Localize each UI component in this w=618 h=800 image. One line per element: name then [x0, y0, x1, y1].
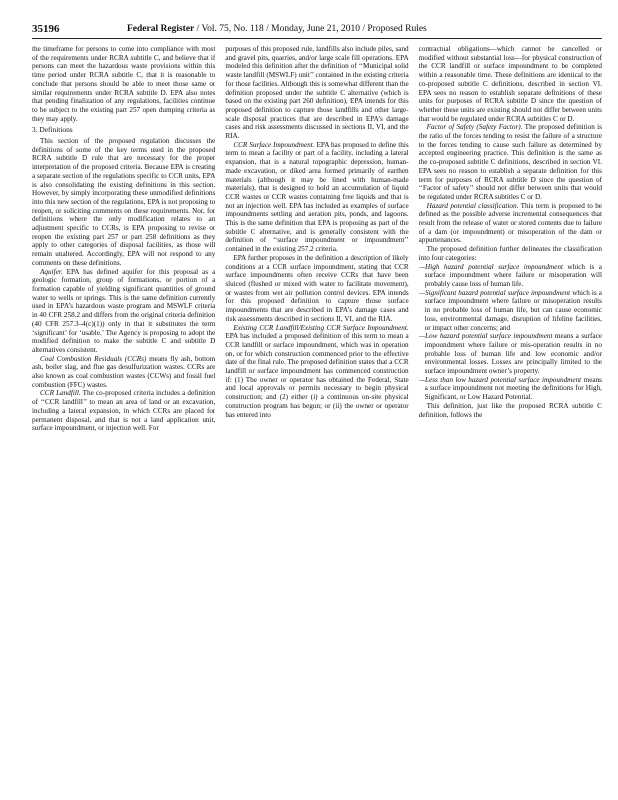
paragraph	[225, 254, 408, 324]
paragraph	[32, 45, 215, 123]
paragraph	[32, 268, 215, 355]
paragraph	[225, 324, 408, 420]
list-item	[419, 289, 602, 333]
defined-term: CCR Surface Impoundment.	[233, 140, 315, 149]
issue-info: / Vol. 75, No. 118 / Monday, June 21, 2010 / Proposed Rules	[196, 24, 427, 34]
column-3	[419, 45, 602, 797]
defined-term: —Low hazard potential surface impoundment	[418, 332, 553, 341]
paragraph-text: This term is proposed to be defined as the possible adverse incremental consequences that result from the release of water or stored contents due to failure of a dam (or impoundment) or misoperation of the dam or appurtenances.	[418, 201, 602, 245]
section-heading: 3. Definitions	[32, 125, 73, 135]
paragraph-text: This definition, just like the proposed RCRA subtitle C definition, follows the	[418, 401, 602, 419]
defined-term: Aquifer.	[40, 267, 63, 276]
paragraph-text: The co-proposed criteria includes a definition of ‘‘CCR landfill’’ to mean an area of land or an excavation, including a lateral expansion, in which CCRs are placed for permanent disposal, and that is not a land application unit, surface impoundment, or injection well. For	[32, 389, 216, 433]
text-columns	[32, 45, 602, 797]
paragraph-text: which is a surface impoundment where failure or misoperation results in no probable loss of human life, but can cause economic loss, environmental damage, disruption of lifeline facilities, or impact other concerns; and	[424, 288, 602, 332]
defined-term: Existing CCR Landfill/Existing CCR Surface Impoundment.	[233, 323, 409, 332]
paragraph	[419, 45, 602, 123]
paragraph-text: EPA has defined aquifer for this proposal as a geologic formation, group of formations, or portion of a formation capable of yielding significant quantities of ground water to wells or springs. This is the same definition currently used in EPA’s hazardous waste program and MSWLF criteria in 40 CFR 258.2 and differs from the original criteria definition (40 CFR 257.3–4(c)(1)) only in that it substitutes the term ‘significant’ for ‘usable.’ The Agency is proposing to adopt the modified definition to make the subtitle C and subtitle D alternatives consistent.	[32, 267, 216, 354]
paragraph	[419, 245, 602, 262]
paragraph	[225, 141, 408, 254]
paragraph-text: contractual obligations—which cannot be cancelled or modified without substantial loss—for physical construction of the CCR landfill or surface impoundment to be completed within a reasonable time. These definitions are identical to the co-proposed subtitle C definitions, described in section VI. EPA sees no reason to establish separate definitions of these units for purposes of RCRA subtitle D since the question of whether these units are existing should not differ between units that would be regulated under RCRA subtitles C or D.	[418, 45, 602, 123]
column-1	[32, 45, 215, 797]
list-item	[419, 376, 602, 402]
defined-term: CCR Landfill.	[40, 389, 81, 398]
paragraph-text: The proposed definition is the ratio of the forces tending to resist the failure of a structure to the forces tending to cause such failure as determined by accepted engineering practice. This definition is the same as the co-proposed subtitle C definitions, described in section VI. EPA sees no reason to establish a separate definition for this term for purposes of RCRA subtitle D since the question of ‘‘Factor of safety’’ should not differ between units that would be regulated under RCRA subtitles C or D.	[418, 123, 602, 201]
paragraph	[419, 402, 602, 419]
column-2	[225, 45, 408, 797]
paragraph	[32, 355, 215, 390]
paragraph	[32, 389, 215, 433]
publication-name: Federal Register	[127, 24, 195, 34]
defined-term: —Less than low hazard potential surface impoundment	[418, 375, 582, 384]
defined-term: Coal Combustion Residuals (CCRs)	[40, 354, 147, 363]
paragraph-text: EPA has proposed to define this term to mean a facility or part of a facility, including a lateral expansion, that is a natural topographic depression, human-made excavation, or diked area formed primarily of earthen materials (although it may be lined with human-made materials), that is designed to hold an accumulation of liquid CCR wastes or CCR wastes containing free liquids and that is not an injection well. EPA has included as examples of surface impoundments settling and aeration pits, ponds, and lagoons. This is the same definition that EPA is proposing as part of the subtitle C alternative, and is generally consistent with the definition of ‘‘surface impoundment or impoundment’’ contained in the existing 257.2 criteria.	[225, 140, 409, 254]
paragraph-text: This section of the proposed regulation discusses the definitions of some of the key terms used in the proposed RCRA subtitle D rule that are necessary for the proper interpretation of the proposed criteria. Because EPA is creating a separate section of the regulations specific to CCR units, EPA is also consolidating the existing definitions in this section. However, by simply incorporating these unmodified definitions into this new section of the regulations, EPA is not proposing to reopen, or soliciting comments on these requirements. Nor, for definitions where the only modification relates to an adjustment specific to CCRs, is EPA proposing to revise or reopen the existing part 257 or part 258 definitions as they apply to other categories of disposal facilities, as those will remain unaltered. Accordingly, EPA will not respond to any comments on these definitions.	[32, 137, 216, 267]
paragraph-text: the timeframe for persons to come into compliance with most of the requirements under RCRA subtitle C, and believe that if persons can meet the hazardous waste provisions within this time period under RCRA subtitle C, that it is reasonable to conclude that persons should be able to meet those same or similar requirements under RCRA subtitle D. EPA also notes that pending finalization of any regulations, facilities continue to be subject to the existing part 257 open dumping criteria as they may apply.	[32, 45, 216, 123]
paragraph-text: EPA further proposes in the definition a description of likely conditions at a CCR surface impoundment, stating that CCR surface impoundments often receive CCRs that have been sluiced (flushed or mixed with water to facilitate movement), or wastes from wet air pollution control devices. EPA intends for this proposed definition to capture those surface impoundments that are described in EPA’s damage cases and risk assessments described in sections II, VI, and the RIA.	[225, 253, 409, 323]
running-head	[127, 24, 602, 34]
paragraph	[32, 137, 215, 268]
paragraph-text: means fly ash, bottom ash, boiler slag, and flue gas desulfurization wastes. CCRs are also known as coal combustion wastes (CCWs) and fossil fuel combustion (FFC) wastes.	[32, 354, 216, 389]
paragraph	[419, 123, 602, 201]
defined-term: —High hazard potential surface impoundment	[418, 262, 563, 271]
list-item	[419, 263, 602, 289]
paragraph	[419, 202, 602, 246]
paragraph-text: The proposed definition further delineates the classification into four categories:	[418, 245, 602, 262]
page-number: 35196	[32, 23, 60, 35]
page-header	[32, 22, 602, 39]
paragraph-text: means a surface impoundment where failure or mis-operation results in no probable loss of human life and low economic and/or environmental losses. Losses are principally limited to the surface impoundment owner’s property.	[424, 332, 602, 376]
defined-term: Factor of Safety (Safety Factor).	[426, 123, 523, 132]
defined-term: Hazard potential classification.	[426, 201, 519, 210]
paragraph-text: means a surface impoundment not meeting the definitions for High, Significant, or Low Hazard Potential.	[424, 375, 602, 402]
paragraph-text: purposes of this proposed rule, landfills also include piles, sand and gravel pits, quarries, and/or large scale fill operations. EPA modeled this definition after the definition of ‘‘Municipal solid waste landfill (MSWLF) unit’’ contained in the existing criteria for those facilities. Although this is somewhat different than the definition proposed under the subtitle C alternative (which is based on the existing part 260 definition), EPA intends for this proposed definition to capture those landfills and other large-scale disposal practices that are described in EPA’s damage cases and risk assessments discussed in sections II, VI, and the RIA.	[225, 45, 409, 141]
paragraph	[225, 45, 408, 141]
defined-term: —Significant hazard potential surface impoundment	[418, 288, 571, 297]
list-item	[419, 332, 602, 376]
paragraph-text: EPA has included a proposed definition of this term to mean a CCR landfill or surface impoundment, which was in operation on, or for which construction commenced prior to the effective date of the final rule. The proposed definition states that a CCR landfill or surface impoundment has commenced construction if: (1) The owner or operator has obtained the Federal, State and local approvals or permits necessary to begin physical construction; and (2) either (i) a continuous on-site physical construction program has begun; or (ii) the owner or operator has entered into	[225, 332, 409, 419]
paragraph-text: which is a surface impoundment where failure or misoperation will probably cause loss of human life.	[424, 262, 602, 288]
